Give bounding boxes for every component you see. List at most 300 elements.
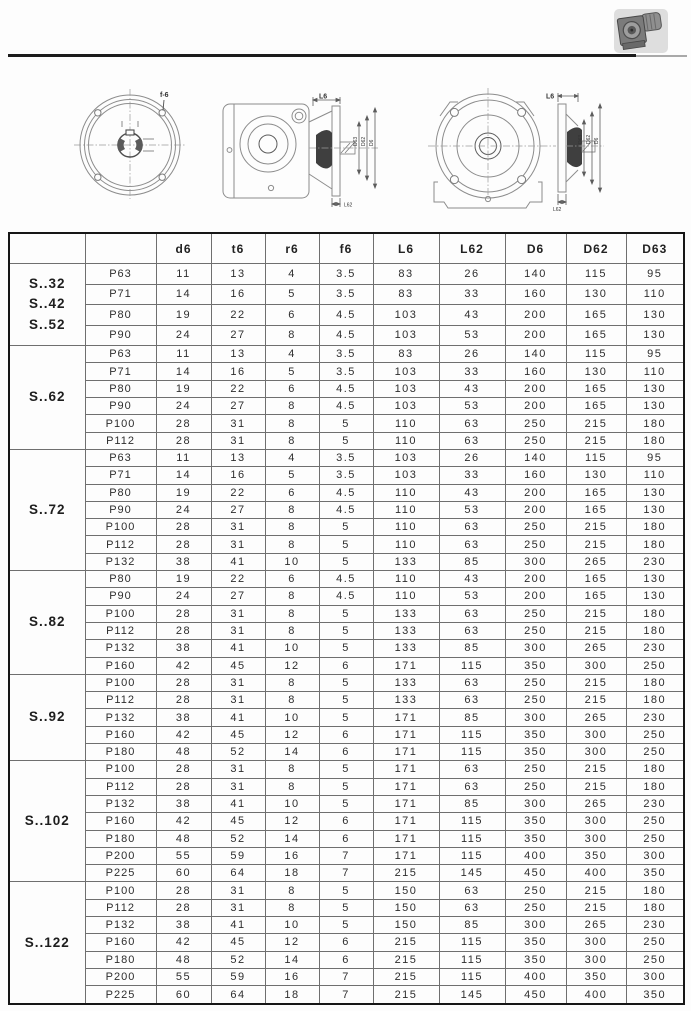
table-cell: 41 <box>211 709 265 726</box>
table-cell: 115 <box>566 449 626 466</box>
table-cell: 27 <box>211 501 265 518</box>
table-cell: 180 <box>626 605 684 622</box>
table-cell: 400 <box>566 986 626 1004</box>
table-cell: 133 <box>373 553 439 570</box>
table-header <box>9 233 684 264</box>
table-cell: 27 <box>211 325 265 346</box>
table-cell: 19 <box>156 380 211 397</box>
table-cell: 4 <box>265 449 319 466</box>
table-cell: 300 <box>566 657 626 674</box>
table-cell: 8 <box>265 415 319 432</box>
header-D62: D62 <box>566 233 626 264</box>
table-row <box>9 847 684 864</box>
table-cell: 171 <box>373 847 439 864</box>
keyway <box>126 130 134 135</box>
header-row <box>9 233 684 264</box>
table-cell: 180 <box>626 778 684 795</box>
table-cell: 110 <box>373 415 439 432</box>
table-cell: 110 <box>373 519 439 536</box>
table-cell: 130 <box>626 571 684 588</box>
table-cell: 250 <box>626 726 684 743</box>
table-cell: 250 <box>626 657 684 674</box>
table-cell: 48 <box>156 830 211 847</box>
header-D6: D6 <box>505 233 566 264</box>
table-cell: 3.5 <box>319 284 373 305</box>
table-cell: 19 <box>156 484 211 501</box>
table-cell: 180 <box>626 761 684 778</box>
d6-dimension-label: D6 <box>594 137 600 144</box>
table-cell: 4.5 <box>319 325 373 346</box>
table-cell: 115 <box>439 934 505 951</box>
table-cell: 14 <box>156 467 211 484</box>
table-cell: 130 <box>626 325 684 346</box>
table-cell: 27 <box>211 398 265 415</box>
table-cell: 12 <box>265 934 319 951</box>
table-cell: 165 <box>566 398 626 415</box>
table-cell: 400 <box>566 865 626 882</box>
table-row <box>9 264 684 285</box>
table-cell: 3.5 <box>319 363 373 380</box>
gearmotor-photo <box>612 6 670 56</box>
table-cell: 250 <box>505 674 566 691</box>
table-cell: 350 <box>505 726 566 743</box>
table-cell: 8 <box>265 882 319 899</box>
table-cell: 200 <box>505 571 566 588</box>
table-cell: 26 <box>439 449 505 466</box>
table-cell: 215 <box>566 899 626 916</box>
table-cell: 11 <box>156 449 211 466</box>
table-row <box>9 467 684 484</box>
table-row <box>9 968 684 985</box>
table-cell: 171 <box>373 657 439 674</box>
group-label-line: S..92 <box>28 709 66 725</box>
table-cell: 5 <box>319 519 373 536</box>
table-cell: 3.5 <box>319 264 373 285</box>
header-group <box>9 233 85 264</box>
table-cell: 10 <box>265 916 319 933</box>
table-cell: 24 <box>156 588 211 605</box>
table-cell: 83 <box>373 346 439 363</box>
table-cell: 265 <box>566 553 626 570</box>
dimension-table <box>8 232 685 1005</box>
table-cell: 33 <box>439 467 505 484</box>
motor-size-label: P160 <box>85 657 156 674</box>
table-cell: 28 <box>156 605 211 622</box>
motor-size-label: P90 <box>85 325 156 346</box>
l62-dimension <box>558 194 566 205</box>
table-cell: 215 <box>373 968 439 985</box>
l6-dimension <box>558 93 578 102</box>
table-cell: 300 <box>505 553 566 570</box>
table-cell: 64 <box>211 986 265 1004</box>
table-cell: 230 <box>626 916 684 933</box>
table-cell: 28 <box>156 761 211 778</box>
table-cell: 300 <box>505 709 566 726</box>
table-cell: 200 <box>505 398 566 415</box>
motor-size-label: P180 <box>85 951 156 968</box>
table-cell: 103 <box>373 305 439 326</box>
table-cell: 180 <box>626 674 684 691</box>
table-cell: 450 <box>505 865 566 882</box>
table-cell: 133 <box>373 692 439 709</box>
table-cell: 215 <box>566 761 626 778</box>
table-cell: 133 <box>373 605 439 622</box>
table-cell: 160 <box>505 467 566 484</box>
table-cell: 38 <box>156 916 211 933</box>
table-cell: 300 <box>566 951 626 968</box>
table-cell: 250 <box>505 605 566 622</box>
motor-size-label: P80 <box>85 305 156 326</box>
table-cell: 4.5 <box>319 398 373 415</box>
table-cell: 55 <box>156 847 211 864</box>
table-row <box>9 813 684 830</box>
table-cell: 110 <box>373 484 439 501</box>
table-cell: 5 <box>265 363 319 380</box>
table-cell: 115 <box>439 813 505 830</box>
table-cell: 5 <box>319 882 373 899</box>
table-cell: 31 <box>211 899 265 916</box>
table-cell: 10 <box>265 553 319 570</box>
table-cell: 300 <box>505 795 566 812</box>
table-cell: 8 <box>265 622 319 639</box>
table-cell: 14 <box>265 744 319 761</box>
table-cell: 130 <box>626 380 684 397</box>
table-cell: 5 <box>319 605 373 622</box>
header-divider-line <box>8 54 636 57</box>
table-row <box>9 726 684 743</box>
table-cell: 8 <box>265 692 319 709</box>
table-row <box>9 501 684 518</box>
table-cell: 130 <box>566 467 626 484</box>
group-label-s92 <box>9 674 85 760</box>
table-cell: 16 <box>265 968 319 985</box>
table-cell: 14 <box>265 951 319 968</box>
group-label-line: S..72 <box>28 501 66 517</box>
table-cell: 64 <box>211 865 265 882</box>
table-cell: 171 <box>373 778 439 795</box>
table-cell: 10 <box>265 640 319 657</box>
d63-dimension-label: D63 <box>353 136 359 146</box>
table-cell: 8 <box>265 501 319 518</box>
table-cell: 5 <box>319 916 373 933</box>
table-cell: 165 <box>566 380 626 397</box>
table-cell: 4.5 <box>319 305 373 326</box>
table-cell: 59 <box>211 968 265 985</box>
d6-dimension-label: D6 <box>369 139 375 146</box>
table-cell: 5 <box>319 709 373 726</box>
table-cell: 52 <box>211 951 265 968</box>
table-cell: 115 <box>439 744 505 761</box>
table-cell: 150 <box>373 882 439 899</box>
group-label-line: S..42 <box>28 296 66 312</box>
table-cell: 16 <box>265 847 319 864</box>
table-cell: 215 <box>566 882 626 899</box>
spec-table-body <box>9 264 684 1005</box>
centerlines <box>74 89 186 199</box>
table-cell: 8 <box>265 761 319 778</box>
table-cell: 6 <box>265 571 319 588</box>
table-cell: 52 <box>211 744 265 761</box>
group-label-line: S..122 <box>24 934 70 950</box>
table-cell: 8 <box>265 432 319 449</box>
table-cell: 41 <box>211 916 265 933</box>
table-cell: 230 <box>626 553 684 570</box>
table-cell: 13 <box>211 264 265 285</box>
table-cell: 265 <box>566 916 626 933</box>
table-cell: 7 <box>319 865 373 882</box>
table-cell: 28 <box>156 519 211 536</box>
table-cell: 63 <box>439 605 505 622</box>
table-cell: 140 <box>505 449 566 466</box>
group-label-s122 <box>9 882 85 1004</box>
table-cell: 11 <box>156 264 211 285</box>
table-row <box>9 986 684 1004</box>
table-cell: 110 <box>373 536 439 553</box>
table-cell: 103 <box>373 467 439 484</box>
table-cell: 103 <box>373 380 439 397</box>
table-cell: 5 <box>319 674 373 691</box>
motor-size-label: P180 <box>85 830 156 847</box>
table-cell: 22 <box>211 484 265 501</box>
table-cell: 63 <box>439 692 505 709</box>
table-cell: 150 <box>373 916 439 933</box>
table-row <box>9 692 684 709</box>
table-cell: 165 <box>566 571 626 588</box>
table-cell: 350 <box>505 744 566 761</box>
table-row <box>9 657 684 674</box>
table-cell: 13 <box>211 449 265 466</box>
table-cell: 10 <box>265 795 319 812</box>
table-cell: 133 <box>373 674 439 691</box>
d62-dimension-label: D62 <box>586 134 592 144</box>
table-cell: 28 <box>156 536 211 553</box>
table-cell: 42 <box>156 813 211 830</box>
motor-size-label: P100 <box>85 519 156 536</box>
coupling-shaded-section <box>567 127 582 167</box>
motor-size-label: P100 <box>85 761 156 778</box>
table-cell: 250 <box>626 830 684 847</box>
table-row <box>9 761 684 778</box>
table-row <box>9 899 684 916</box>
table-cell: 4 <box>265 346 319 363</box>
table-cell: 5 <box>319 415 373 432</box>
table-cell: 6 <box>319 657 373 674</box>
motor-flange-plate-side <box>558 104 566 192</box>
table-cell: 265 <box>566 640 626 657</box>
table-cell: 180 <box>626 415 684 432</box>
table-row <box>9 605 684 622</box>
header-f6: f6 <box>319 233 373 264</box>
table-cell: 180 <box>626 899 684 916</box>
motor-size-label: P225 <box>85 986 156 1004</box>
table-cell: 5 <box>319 432 373 449</box>
table-cell: 12 <box>265 813 319 830</box>
table-cell: 8 <box>265 778 319 795</box>
motor-size-label: P132 <box>85 640 156 657</box>
table-cell: 110 <box>373 571 439 588</box>
table-cell: 115 <box>439 830 505 847</box>
header-D63: D63 <box>626 233 684 264</box>
table-cell: 400 <box>505 968 566 985</box>
table-cell: 5 <box>319 899 373 916</box>
table-cell: 6 <box>319 813 373 830</box>
table-row <box>9 305 684 326</box>
table-cell: 63 <box>439 778 505 795</box>
table-row <box>9 622 684 639</box>
table-cell: 250 <box>505 432 566 449</box>
table-cell: 6 <box>319 830 373 847</box>
table-cell: 250 <box>626 813 684 830</box>
table-cell: 16 <box>211 467 265 484</box>
header-L62: L62 <box>439 233 505 264</box>
table-row <box>9 519 684 536</box>
table-cell: 28 <box>156 882 211 899</box>
table-cell: 250 <box>505 882 566 899</box>
table-cell: 300 <box>566 744 626 761</box>
table-cell: 171 <box>373 795 439 812</box>
table-cell: 350 <box>505 934 566 951</box>
motor-size-label: P100 <box>85 605 156 622</box>
table-row <box>9 744 684 761</box>
table-cell: 83 <box>373 284 439 305</box>
table-cell: 10 <box>265 709 319 726</box>
table-cell: 265 <box>566 709 626 726</box>
table-cell: 95 <box>626 264 684 285</box>
table-cell: 31 <box>211 605 265 622</box>
table-cell: 145 <box>439 986 505 1004</box>
table-cell: 250 <box>505 622 566 639</box>
table-cell: 130 <box>626 305 684 326</box>
table-row <box>9 432 684 449</box>
table-cell: 350 <box>626 986 684 1004</box>
table-cell: 55 <box>156 968 211 985</box>
table-cell: 350 <box>505 813 566 830</box>
table-cell: 180 <box>626 622 684 639</box>
table-cell: 6 <box>319 744 373 761</box>
table-cell: 4.5 <box>319 484 373 501</box>
table-cell: 5 <box>319 778 373 795</box>
table-cell: 400 <box>505 847 566 864</box>
table-cell: 115 <box>439 847 505 864</box>
table-cell: 171 <box>373 744 439 761</box>
table-cell: 63 <box>439 674 505 691</box>
table-cell: 12 <box>265 726 319 743</box>
bore-shading <box>117 138 125 152</box>
breather-plug <box>292 109 306 123</box>
table-row <box>9 553 684 570</box>
table-cell: 140 <box>505 264 566 285</box>
flange-front-view-drawing <box>70 88 190 200</box>
table-cell: 110 <box>626 284 684 305</box>
table-cell: 215 <box>566 415 626 432</box>
table-cell: 5 <box>265 467 319 484</box>
flange-hole-dimension-label: f-6 <box>160 92 169 99</box>
table-cell: 95 <box>626 346 684 363</box>
table-cell: 5 <box>319 622 373 639</box>
table-cell: 300 <box>505 916 566 933</box>
table-cell: 4.5 <box>319 571 373 588</box>
table-cell: 8 <box>265 398 319 415</box>
table-cell: 300 <box>505 640 566 657</box>
table-cell: 110 <box>373 588 439 605</box>
table-cell: 33 <box>439 284 505 305</box>
table-cell: 180 <box>626 882 684 899</box>
table-cell: 42 <box>156 657 211 674</box>
table-cell: 115 <box>439 657 505 674</box>
table-cell: 19 <box>156 305 211 326</box>
table-cell: 215 <box>373 934 439 951</box>
motor-size-label: P71 <box>85 467 156 484</box>
table-cell: 140 <box>505 346 566 363</box>
table-cell: 63 <box>439 415 505 432</box>
table-cell: 200 <box>505 588 566 605</box>
motor-size-label: P132 <box>85 553 156 570</box>
table-row <box>9 346 684 363</box>
table-cell: 150 <box>373 899 439 916</box>
table-cell: 300 <box>566 726 626 743</box>
table-cell: 350 <box>505 657 566 674</box>
table-cell: 31 <box>211 778 265 795</box>
table-cell: 45 <box>211 657 265 674</box>
motor-size-label: P160 <box>85 813 156 830</box>
table-cell: 28 <box>156 778 211 795</box>
table-row <box>9 916 684 933</box>
table-cell: 16 <box>211 363 265 380</box>
table-cell: 31 <box>211 536 265 553</box>
motor-size-label: P180 <box>85 744 156 761</box>
motor-size-label: P100 <box>85 882 156 899</box>
table-cell: 265 <box>566 795 626 812</box>
table-row <box>9 536 684 553</box>
table-cell: 63 <box>439 761 505 778</box>
motor-size-label: P132 <box>85 795 156 812</box>
table-cell: 160 <box>505 363 566 380</box>
table-cell: 200 <box>505 380 566 397</box>
table-cell: 215 <box>566 674 626 691</box>
header-motor <box>85 233 156 264</box>
table-cell: 63 <box>439 899 505 916</box>
table-cell: 250 <box>505 761 566 778</box>
motor-size-label: P200 <box>85 847 156 864</box>
motor-size-label: P63 <box>85 264 156 285</box>
table-cell: 31 <box>211 761 265 778</box>
group-label-line: S..82 <box>28 614 66 630</box>
group-label-s72 <box>9 449 85 570</box>
table-cell: 300 <box>566 934 626 951</box>
table-row <box>9 284 684 305</box>
table-cell: 31 <box>211 674 265 691</box>
table-cell: 45 <box>211 726 265 743</box>
group-label-line: S..52 <box>28 316 66 332</box>
table-row <box>9 795 684 812</box>
table-cell: 8 <box>265 519 319 536</box>
leader-line <box>163 100 164 111</box>
group-label-s82 <box>9 571 85 675</box>
motor-size-label: P90 <box>85 501 156 518</box>
table-cell: 28 <box>156 432 211 449</box>
motor-size-label: P112 <box>85 536 156 553</box>
motor-size-label: P225 <box>85 865 156 882</box>
table-cell: 300 <box>626 847 684 864</box>
table-cell: 145 <box>439 865 505 882</box>
table-cell: 171 <box>373 726 439 743</box>
table-cell: 24 <box>156 325 211 346</box>
table-row <box>9 640 684 657</box>
table-cell: 6 <box>319 934 373 951</box>
table-cell: 165 <box>566 325 626 346</box>
table-cell: 4 <box>265 264 319 285</box>
table-row <box>9 951 684 968</box>
